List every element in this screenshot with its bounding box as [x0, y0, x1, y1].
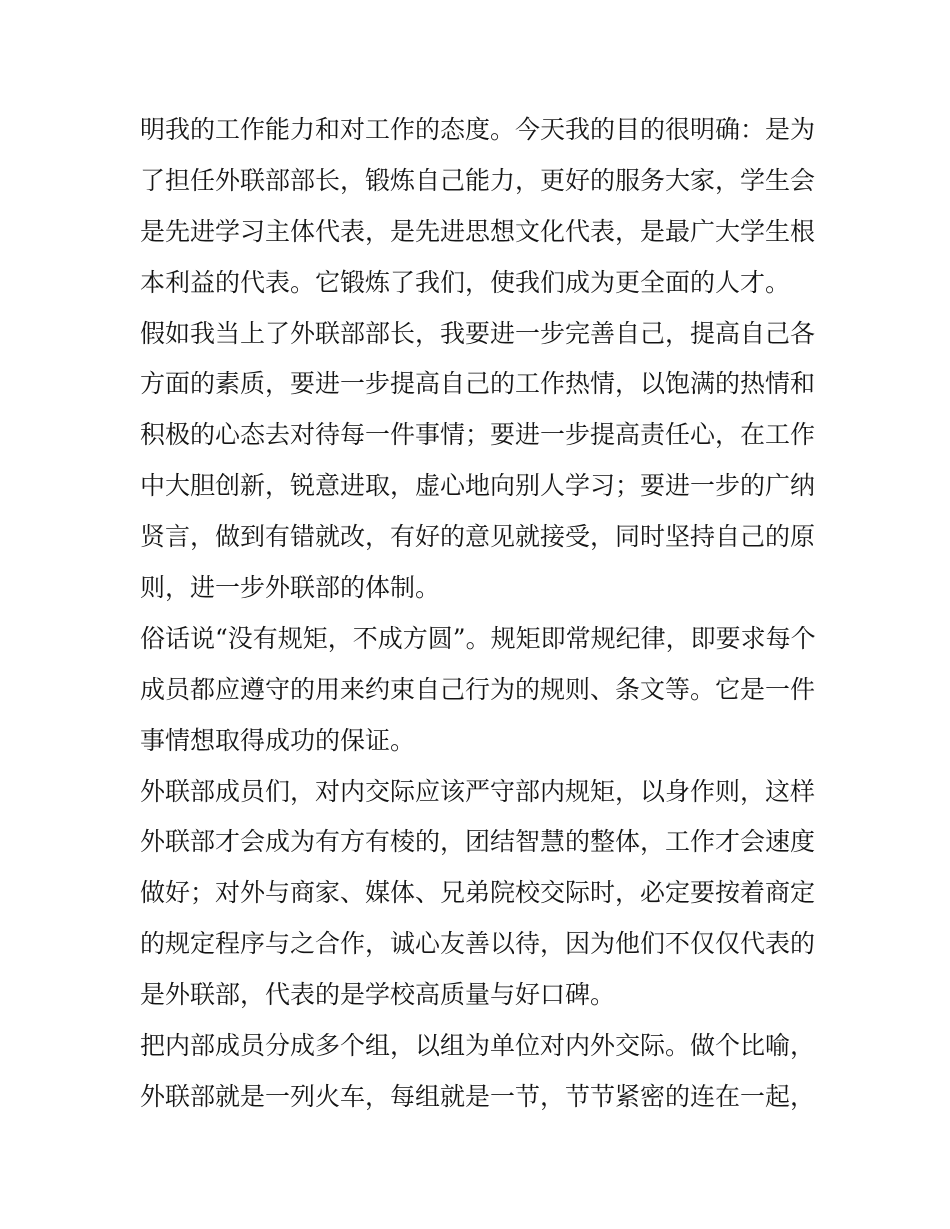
text-line: 把内部成员分成多个组，以组为单位对内外交际。做个比喻，	[140, 1031, 816, 1061]
text-line: 外联部成员们，对内交际应该严守部内规矩，以身作则，这样	[140, 776, 816, 806]
text-line: 贤言，做到有错就改，有好的意见就接受，同时坚持自己的原	[140, 522, 816, 552]
text-line: 外联部就是一列火车，每组就是一节，节节紧密的连在一起，	[140, 1081, 816, 1111]
text-line: 的规定程序与之合作，诚心友善以待，因为他们不仅仅代表的	[140, 929, 816, 959]
text-line: 假如我当上了外联部部长，我要进一步完善自己，提高自己各	[140, 318, 816, 348]
text-line: 事情想取得成功的保证。	[140, 725, 416, 755]
text-line: 做好；对外与商家、媒体、兄弟院校交际时，必定要按着商定	[140, 878, 816, 908]
text-line: 积极的心态去对待每一件事情；要进一步提高责任心，在工作	[140, 420, 816, 450]
text-line: 成员都应遵守的用来约束自己行为的规则、条文等。它是一件	[140, 674, 816, 704]
text-line: 则，进一步外联部的体制。	[140, 573, 441, 603]
text-line: 中大胆创新，锐意进取，虚心地向别人学习；要进一步的广纳	[140, 471, 816, 501]
text-line: 明我的工作能力和对工作的态度。今天我的目的很明确：是为	[140, 115, 816, 144]
text-line: 是外联部，代表的是学校高质量与好口碑。	[140, 980, 616, 1010]
text-line: 本利益的代表。它锻炼了我们，使我们成为更全面的人才。	[140, 267, 791, 297]
text-line: 是先进学习主体代表，是先进思想文化代表，是最广大学生根	[140, 216, 816, 246]
text-line: 外联部才会成为有方有棱的，团结智慧的整体，工作才会速度	[140, 827, 816, 857]
text-line: 方面的素质，要进一步提高自己的工作热情，以饱满的热情和	[140, 369, 816, 399]
document-body	[140, 105, 816, 1123]
text-line: 了担任外联部部长，锻炼自己能力，更好的服务大家，学生会	[140, 165, 816, 195]
text-line: 俗话说“没有规矩，不成方圆”。规矩即常规纪律，即要求每个	[140, 623, 816, 653]
